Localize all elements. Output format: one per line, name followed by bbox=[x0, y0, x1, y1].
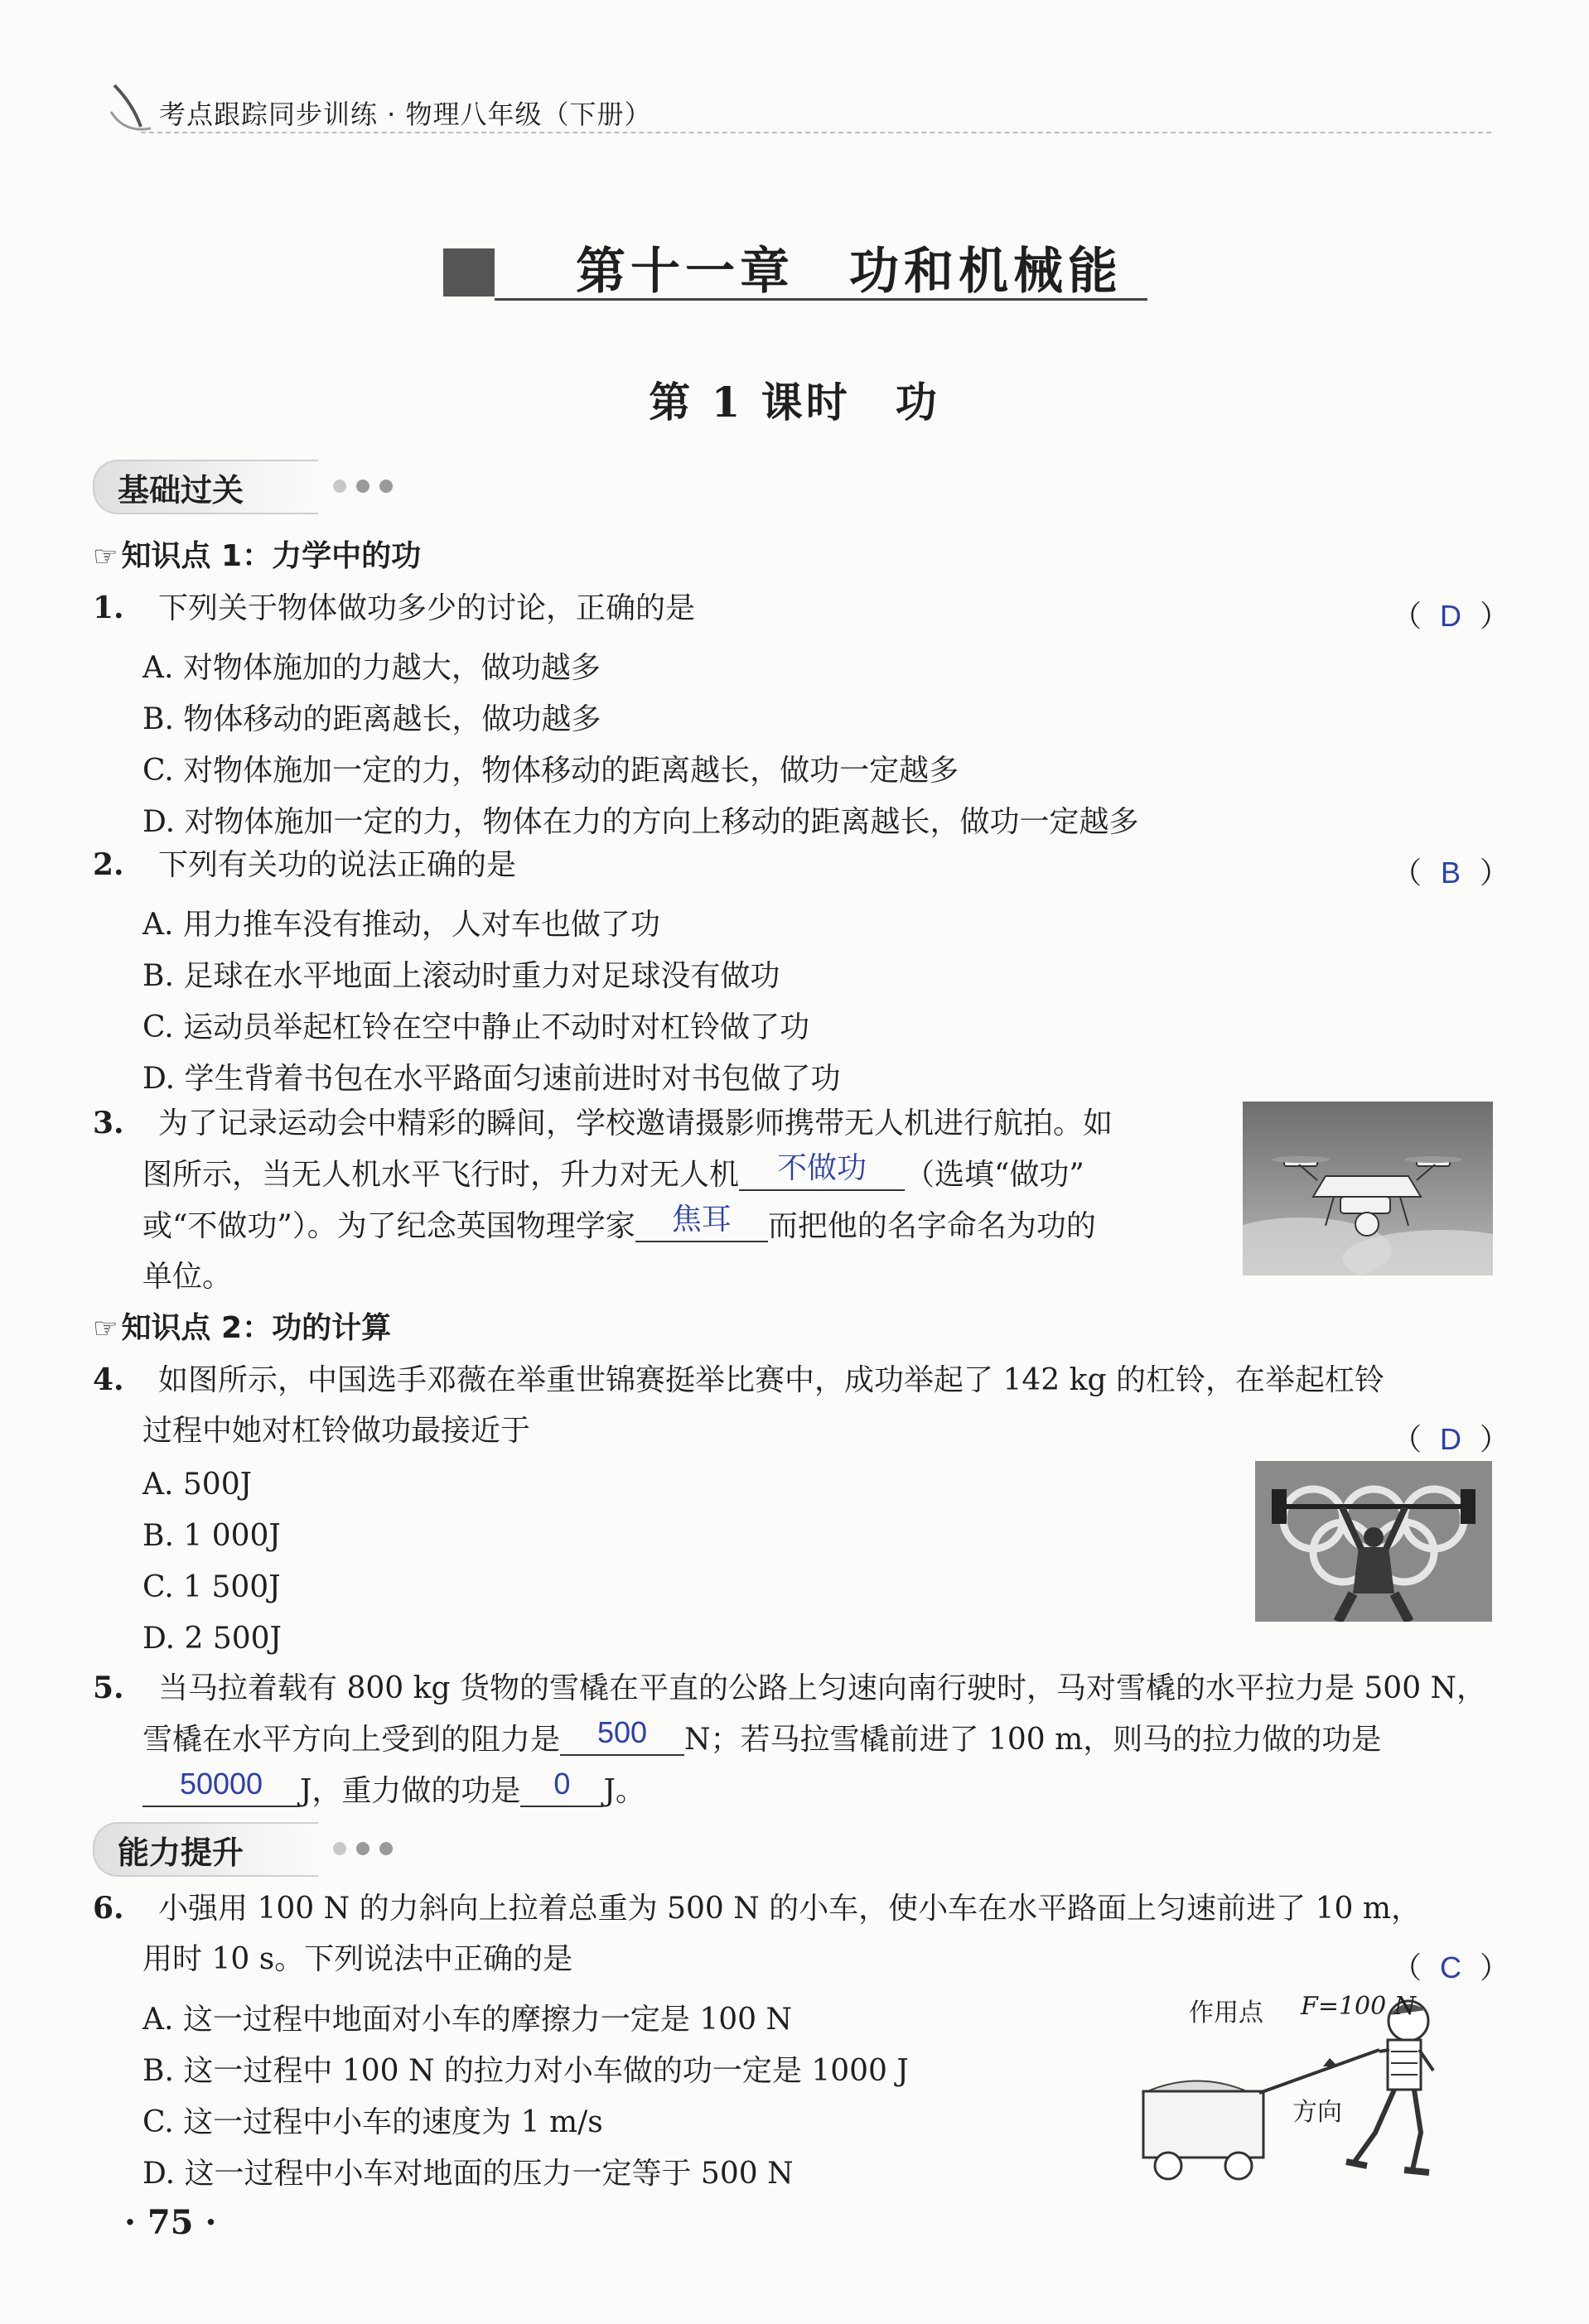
question-4-option-b: B. 1 000J bbox=[142, 1519, 281, 1553]
question-4-option-c: C. 1 500J bbox=[142, 1570, 281, 1604]
dot bbox=[356, 480, 369, 493]
drone-image bbox=[1243, 1102, 1493, 1275]
question-text: 如图所示，中国选手邓薇在举重世锦赛挺举比赛中，成功举起了 142 kg 的杠铃，在举起杠铃 bbox=[158, 1363, 1384, 1397]
page-header bbox=[108, 79, 1491, 153]
question-number: 4. bbox=[93, 1362, 124, 1397]
question-text: 当马拉着载有 800 kg 货物的雪橇在平直的公路上匀速向南行驶时，马对雪橇的水平拉力是 500 N， bbox=[158, 1671, 1487, 1705]
question-text: 而把他的名字命名为功的 bbox=[767, 1209, 1096, 1243]
question-4-answer: （ D ） bbox=[1392, 1422, 1510, 1457]
question-1-stem bbox=[93, 593, 695, 624]
question-5-line-3 bbox=[142, 1767, 645, 1808]
question-text: J，重力做的功是 bbox=[300, 1774, 521, 1808]
question-number: 3. bbox=[93, 1106, 124, 1140]
question-4-line-2: 过程中她对杠铃做功最接近于 bbox=[142, 1414, 531, 1448]
knowledge-point-label: 知识点 1：力学中的功 bbox=[121, 539, 422, 573]
answer-blank bbox=[560, 1715, 684, 1756]
lesson-title: 第 1 课时 功 bbox=[649, 378, 940, 427]
question-number: 6. bbox=[93, 1891, 124, 1926]
answer-blank bbox=[635, 1202, 768, 1242]
pen-icon bbox=[108, 79, 157, 137]
question-2-stem bbox=[93, 847, 517, 882]
question-1-answer: （ D ） bbox=[1392, 599, 1510, 634]
dot bbox=[333, 1842, 346, 1855]
question-1-option-d: D. 对物体施加一定的力，物体在力的方向上移动的距离越长，做功一定越多 bbox=[142, 805, 1139, 839]
question-text: 下列关于物体做功多少的讨论，正确的是 bbox=[158, 591, 696, 625]
header-divider bbox=[141, 132, 1491, 133]
answer-blank bbox=[739, 1150, 905, 1191]
question-2-option-c: C. 运动员举起杠铃在空中静止不动时对杠铃做了功 bbox=[142, 1010, 810, 1044]
question-4-option-a: A. 500J bbox=[142, 1468, 253, 1502]
section-tab-basic bbox=[93, 460, 424, 511]
chapter-heading bbox=[443, 224, 1147, 306]
answer-value: 50000 bbox=[179, 1767, 263, 1801]
answer-value: B bbox=[1441, 856, 1461, 890]
question-text: 图所示，当无人机水平飞行时，升力对无人机 bbox=[142, 1158, 740, 1192]
chapter-title: 第十一章 功和机械能 bbox=[576, 243, 1123, 301]
question-4-option-d: D. 2 500J bbox=[142, 1622, 282, 1656]
knowledge-point-2 bbox=[93, 1304, 391, 1347]
question-6-option-b: B. 这一过程中 100 N 的拉力对小车做的功一定是 1000 J bbox=[142, 2054, 909, 2088]
question-2-option-a: A. 用力推车没有推动，人对车也做了功 bbox=[142, 908, 660, 942]
answer-value: 焦耳 bbox=[671, 1202, 732, 1236]
question-text: 为了记录运动会中精彩的瞬间，学校邀请摄影师携带无人机进行航拍。如 bbox=[158, 1107, 1113, 1140]
question-text: 小强用 100 N 的力斜向上拉着总重为 500 N 的小车，使小车在水平路面上匀速前进了 10 m， bbox=[158, 1892, 1421, 1926]
figure-label-force: F=100 N bbox=[1301, 1992, 1416, 2021]
question-2-answer: （ B ） bbox=[1392, 856, 1510, 890]
question-3-line-1 bbox=[93, 1108, 1113, 1139]
weightlifter-illustration bbox=[1255, 1461, 1492, 1622]
question-3-line-3 bbox=[142, 1202, 1096, 1243]
question-3-line-2 bbox=[142, 1150, 1084, 1192]
figure-label-point: 作用点 bbox=[1189, 1999, 1263, 2027]
answer-blank bbox=[520, 1767, 603, 1807]
chapter-marker bbox=[443, 248, 495, 297]
question-number: 5. bbox=[93, 1671, 124, 1705]
knowledge-point-1 bbox=[93, 533, 421, 575]
question-6-line-2: 用时 10 s。下列说法中正确的是 bbox=[142, 1942, 573, 1976]
question-2-option-b: B. 足球在水平地面上滚动时重力对足球没有做功 bbox=[142, 959, 780, 993]
question-4-line-1 bbox=[93, 1362, 1384, 1397]
dot bbox=[379, 480, 393, 493]
question-6-answer: （ C ） bbox=[1392, 1950, 1510, 1985]
question-1-option-a: A. 对物体施加的力越大，做功越多 bbox=[142, 651, 601, 685]
figure-label-direction: 方向 bbox=[1292, 2098, 1342, 2127]
dot bbox=[379, 1842, 393, 1855]
question-3-line-4: 单位。 bbox=[142, 1260, 233, 1294]
cart-figure bbox=[1131, 1992, 1487, 2191]
section-dots bbox=[333, 480, 403, 496]
question-5-line-2 bbox=[142, 1715, 1382, 1757]
question-2-option-d: D. 学生背着书包在水平路面匀速前进时对书包做了功 bbox=[142, 1062, 841, 1096]
answer-value: C bbox=[1440, 1950, 1462, 1984]
answer-value: D bbox=[1440, 599, 1462, 633]
question-6-option-c: C. 这一过程中小车的速度为 1 m/s bbox=[142, 2105, 603, 2139]
question-6-option-d: D. 这一过程中小车对地面的压力一定等于 500 N bbox=[142, 2157, 794, 2191]
question-number: 2. bbox=[93, 847, 124, 882]
dot bbox=[333, 480, 346, 493]
question-text: 下列有关功的说法正确的是 bbox=[158, 848, 517, 882]
answer-value: 0 bbox=[553, 1767, 571, 1801]
answer-value: 不做功 bbox=[777, 1150, 867, 1184]
question-1-option-b: B. 物体移动的距离越长，做功越多 bbox=[142, 702, 601, 736]
question-text: 或“不做功”）。为了纪念英国物理学家 bbox=[142, 1209, 635, 1243]
question-text: 雪橇在水平方向上受到的阻力是 bbox=[142, 1723, 561, 1757]
question-6-option-a: A. 这一过程中地面对小车的摩擦力一定是 100 N bbox=[142, 2003, 792, 2037]
page-number: · 75 · bbox=[124, 2203, 217, 2242]
pointing-hand-icon: ☞ bbox=[93, 1312, 118, 1345]
question-text: J。 bbox=[603, 1774, 645, 1808]
section-label: 基础过关 bbox=[118, 472, 244, 509]
question-6-line-1 bbox=[93, 1893, 1421, 1924]
question-text: N；若马拉雪橇前进了 100 m，则马的拉力做的功是 bbox=[684, 1723, 1382, 1757]
answer-value: 500 bbox=[596, 1715, 648, 1749]
knowledge-point-label: 知识点 2：功的计算 bbox=[121, 1311, 392, 1345]
question-5-line-1 bbox=[93, 1673, 1486, 1704]
question-1-option-c: C. 对物体施加一定的力，物体移动的距离越长，做功一定越多 bbox=[142, 754, 959, 788]
question-number: 1. bbox=[93, 591, 124, 625]
weightlifting-image bbox=[1255, 1461, 1492, 1622]
question-text: （选填“做功” bbox=[905, 1158, 1084, 1192]
drone-illustration bbox=[1243, 1102, 1493, 1275]
answer-value: D bbox=[1440, 1422, 1462, 1456]
pointing-hand-icon: ☞ bbox=[93, 540, 118, 573]
header-title: 考点跟踪同步训练 · 物理八年级（下册） bbox=[159, 99, 652, 130]
section-tab-advanced bbox=[93, 1822, 424, 1873]
section-label: 能力提升 bbox=[118, 1835, 244, 1871]
dot bbox=[356, 1842, 369, 1855]
section-dots bbox=[333, 1842, 403, 1859]
answer-blank bbox=[142, 1767, 300, 1807]
